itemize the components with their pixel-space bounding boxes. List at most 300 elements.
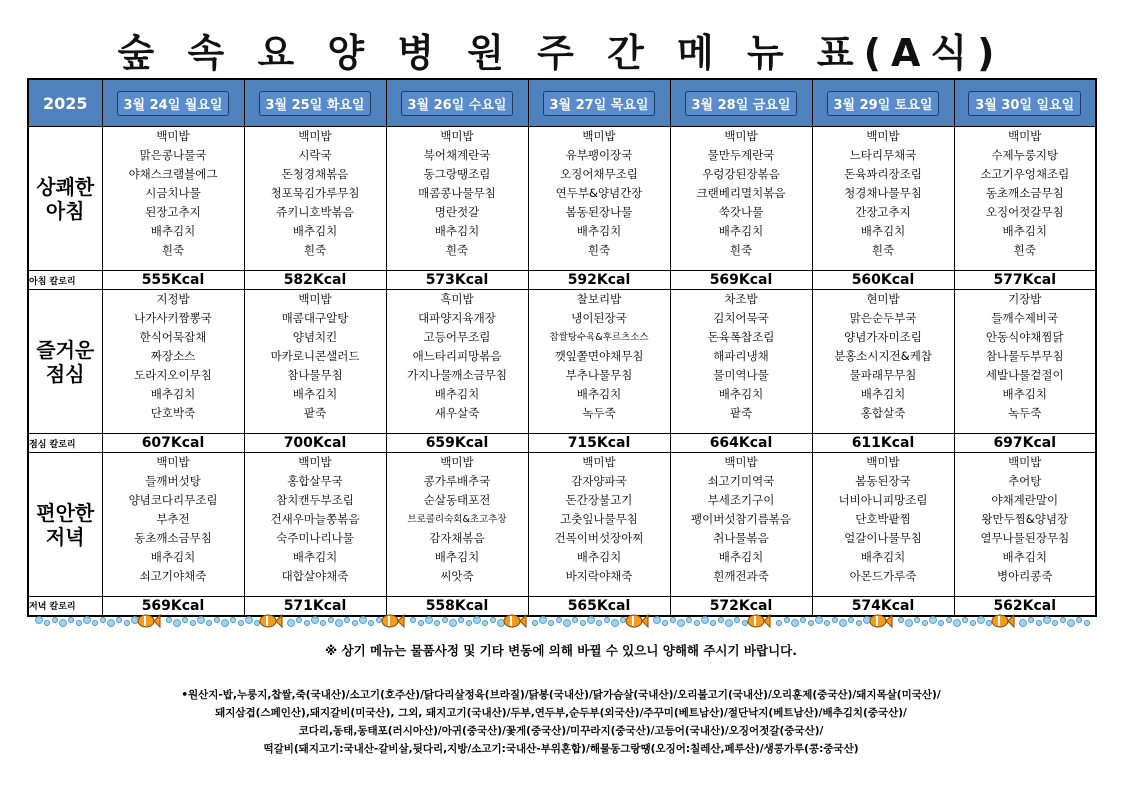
calorie-label: 아침 칼로리: [28, 271, 102, 290]
calorie-row: [28, 271, 1096, 290]
bubble-dot: [580, 620, 585, 625]
bubble-dot: [588, 617, 595, 624]
bubble-dot: [132, 617, 139, 624]
menu-cell: [244, 127, 386, 271]
bubble-dot: [792, 620, 799, 627]
menu-item: 동초깨소금무침: [985, 186, 1064, 200]
meal-label: [28, 453, 102, 597]
day-label: 3월 28일 금요일: [685, 91, 798, 116]
menu-cell: [528, 127, 670, 271]
menu-cell: [812, 453, 954, 597]
menu-item: 김치어묵국: [713, 311, 769, 325]
menu-item: 백미밥: [582, 455, 616, 469]
day-header: [812, 79, 954, 127]
bubble-dot: [718, 617, 723, 622]
menu-item: 맑은순두부국: [849, 311, 917, 325]
day-label: 3월 27일 목요일: [543, 91, 656, 116]
bubble-dot: [702, 617, 709, 624]
bubble-dot: [978, 617, 985, 624]
day-header: [670, 79, 812, 127]
page-title: 숲 속 요 양 병 원 주 간 메 뉴 표(A식): [117, 31, 1005, 75]
bubble-dot: [76, 620, 81, 625]
bubble-dot: [368, 620, 373, 625]
bubble-dot: [450, 620, 457, 627]
menu-item: 백미밥: [298, 455, 332, 469]
menu-item: 애느타리피망볶음: [412, 349, 502, 363]
bubble-dot: [328, 617, 333, 622]
menu-item: 안동식야채찜닭: [985, 330, 1064, 344]
menu-item: 들깨버섯탕: [145, 474, 201, 488]
day-label: 3월 26일 수요일: [401, 91, 514, 116]
menu-cell: [670, 453, 812, 597]
bubble-dot: [742, 620, 747, 625]
menu-item: 한식어묵잡채: [139, 330, 207, 344]
menu-item: 찰보리밥: [576, 292, 622, 306]
menu-item: 크랜베리멸치볶음: [696, 186, 786, 200]
bubble-dot: [962, 617, 967, 622]
bubble-dot: [564, 620, 571, 627]
calorie-value: 574Kcal: [812, 597, 954, 616]
menu-cell: [102, 453, 244, 597]
menu-cell: [954, 290, 1096, 434]
menu-item: 깻잎쫄면야채무침: [554, 349, 644, 363]
menu-item: 병아리콩죽: [996, 569, 1053, 583]
menu-item: 북어채계란국: [423, 148, 491, 162]
menu-item: 야채계란말이: [991, 493, 1059, 507]
menu-item: 백미밥: [724, 129, 758, 143]
menu-item: 백미밥: [156, 129, 190, 143]
bubble-decoration: [32, 610, 1092, 632]
bubble-dot: [44, 620, 49, 625]
calorie-value: 582Kcal: [244, 271, 386, 290]
calorie-value: 659Kcal: [386, 434, 528, 453]
bubble-dot: [84, 617, 91, 624]
menu-item: 배추김치: [150, 224, 196, 238]
day-header: [244, 79, 386, 127]
bubble-dot: [124, 620, 129, 625]
menu-item: 고등어무조림: [423, 330, 491, 344]
menu-item: 배추김치: [434, 387, 480, 401]
notice-text: ※ 상기 메뉴는 물품사정 및 기타 변동에 의해 바뀔 수 있으니 양해해 주시기 바랍니다.: [325, 643, 797, 658]
menu-item: 흰죽: [587, 243, 611, 257]
bubble-dot: [856, 620, 861, 625]
bubble-dot: [612, 620, 619, 627]
bubble-dot: [296, 617, 301, 622]
menu-cell: [386, 453, 528, 597]
bubble-dot: [986, 620, 991, 625]
menu-item: 도라지오이무침: [134, 368, 212, 382]
bubble-dot: [678, 620, 685, 627]
menu-item: 백미밥: [866, 455, 900, 469]
menu-item: 백미밥: [298, 129, 332, 143]
meal-row: [28, 290, 1096, 434]
menu-item: 지정밥: [156, 292, 190, 306]
menu-cell: [386, 290, 528, 434]
bubble-dot: [352, 620, 357, 625]
menu-item: 배추김치: [576, 224, 622, 238]
calorie-value: 592Kcal: [528, 271, 670, 290]
menu-item: 배추김치: [718, 550, 764, 564]
origin-line: 떡갈비(돼지고기:국내산-갈비살,뒷다리,지방/소고기:국내산-부위혼합)/해물동그랑땡(오징어:칠레산,페루산)/생콩가루(콩:중국산): [263, 743, 859, 755]
menu-item: 배추김치: [860, 224, 906, 238]
menu-cell: [102, 127, 244, 271]
day-header: [102, 79, 244, 127]
menu-item: 쇠고기미역국: [707, 474, 775, 488]
bubble-dot: [320, 620, 325, 625]
bubble-dot: [848, 617, 853, 622]
bubble-dot: [1084, 620, 1089, 625]
menu-item: 순살동태포전: [423, 493, 491, 507]
menu-item: 배추김치: [718, 387, 764, 401]
menu-item: 참나물무침: [287, 368, 343, 382]
bubble-dot: [182, 617, 187, 622]
menu-item: 유부팽이장국: [565, 148, 633, 162]
day-label: 3월 24일 월요일: [117, 91, 230, 116]
bubble-dot: [198, 617, 205, 624]
menu-item: 흰죽: [729, 243, 753, 257]
bubble-dot: [946, 617, 951, 622]
fish-icon: [382, 615, 404, 627]
menu-item: 현미밥: [866, 292, 900, 306]
menu-item: 흑미밥: [440, 292, 474, 306]
bubble-dot: [498, 620, 505, 627]
menu-item: 물미역나물: [713, 368, 769, 382]
menu-item: 배추김치: [718, 224, 764, 238]
menu-item: 물파래무무침: [849, 368, 917, 382]
bubble-dot: [710, 620, 715, 625]
bubble-dot: [596, 620, 601, 625]
menu-item: 참치캔두부조림: [276, 493, 354, 507]
bubble-dot: [442, 617, 447, 622]
menu-item: 양념코다리무조림: [128, 493, 218, 507]
bubble-dot: [474, 617, 481, 624]
calorie-value: 560Kcal: [812, 271, 954, 290]
menu-item: 아몬드가루죽: [849, 569, 917, 583]
bubble-dot: [418, 620, 423, 625]
bubble-dot: [604, 617, 609, 622]
calorie-value: 697Kcal: [954, 434, 1096, 453]
menu-cell: [812, 127, 954, 271]
bubble-dot: [304, 620, 309, 625]
menu-item: 쑥갓나물: [718, 205, 764, 219]
calorie-value: 571Kcal: [244, 597, 386, 616]
meal-label-line: 상쾌한: [36, 174, 95, 199]
menu-item: 백미밥: [440, 455, 474, 469]
fish-icon: [992, 615, 1014, 627]
bubble-dot: [344, 617, 349, 622]
menu-item: 짜장소스: [150, 349, 196, 363]
menu-item: 소고기우엉채조림: [980, 167, 1070, 181]
menu-item: 배추김치: [292, 550, 338, 564]
menu-item: 세발나물겉절이: [985, 368, 1064, 382]
menu-item: 대합살야채죽: [281, 569, 349, 583]
menu-item: 녹두죽: [582, 406, 616, 420]
menu-item: 참나물두부무침: [985, 349, 1064, 363]
bubble-dot: [1044, 617, 1051, 624]
bubble-dot: [686, 617, 691, 622]
menu-cell: [670, 127, 812, 271]
menu-item: 팥죽: [303, 406, 327, 420]
bubble-dot: [816, 617, 823, 624]
weekly-menu-table: [27, 78, 1097, 617]
calorie-value: 572Kcal: [670, 597, 812, 616]
menu-item: 감자양파국: [571, 474, 627, 488]
bubble-dot: [482, 620, 487, 625]
calorie-label: 저녁 칼로리: [28, 597, 102, 616]
bubble-dot: [376, 617, 381, 622]
bubble-dot: [336, 620, 343, 627]
origin-line: 돼지삼겹(스페인산),돼지갈비(미국산), 그외, 돼지고기(국내산)/두부,연두부,순두부(외국산)/주꾸미(베트남산)/절단낙지(베트남산)/배추김치(중국산)/: [215, 707, 907, 719]
calorie-value: 607Kcal: [102, 434, 244, 453]
menu-item: 너비아니피망조림: [838, 493, 928, 507]
year-cell: 2025: [28, 79, 102, 127]
bubble-dot: [434, 620, 439, 625]
fish-icon: [748, 615, 770, 627]
menu-item: 흰깨전과죽: [713, 569, 769, 583]
menu-cell: [244, 453, 386, 597]
menu-item: 흰죽: [871, 243, 895, 257]
menu-cell: [528, 453, 670, 597]
menu-item: 고춧잎나물무침: [560, 512, 638, 526]
bubble-dot: [1028, 617, 1033, 622]
calorie-label: 점심 칼로리: [28, 434, 102, 453]
calorie-value: 558Kcal: [386, 597, 528, 616]
menu-item: 배추김치: [1002, 387, 1047, 401]
menu-item: 백미밥: [1008, 455, 1042, 469]
menu-item: 백미밥: [866, 129, 900, 143]
bubble-dot: [532, 620, 537, 625]
menu-item: 쇠고기야채죽: [139, 569, 207, 583]
menu-item: 부추나물무침: [565, 368, 633, 382]
menu-item: 녹두죽: [1008, 406, 1042, 420]
bubble-dot: [174, 620, 181, 627]
bubble-dot: [1020, 620, 1027, 627]
meal-row: [28, 453, 1096, 597]
menu-item: 백미밥: [156, 455, 190, 469]
origin-line: •원산지-밥,누룽지,찹쌀,죽(국내산)/소고기(호주산)/닭다리살정육(브라질)/닭봉(국내산)/닭가슴살(국내산)/오리불고기(국내산)/오리훈제(중국산)/돼지목살(미국산)/: [181, 689, 941, 701]
menu-item: 새우살죽: [434, 406, 480, 420]
bubble-dot: [548, 620, 553, 625]
menu-item: 배추김치: [860, 550, 906, 564]
menu-item: 배추김치: [292, 224, 338, 238]
menu-item: 돈육꽈리장조림: [844, 167, 922, 181]
bubble-dot: [832, 617, 837, 622]
fish-icon: [504, 615, 526, 627]
bubble-dot: [466, 620, 471, 625]
bubble-dot: [190, 620, 195, 625]
menu-item: 양념치킨: [292, 330, 338, 344]
menu-item: 배추김치: [150, 550, 196, 564]
menu-item: 배추김치: [1002, 550, 1047, 564]
bubble-dot: [540, 617, 547, 624]
menu-item: 들깨수제비국: [991, 311, 1059, 325]
bubble-dot: [954, 620, 961, 627]
bubble-dot: [556, 617, 561, 622]
menu-item: 청포묵김가루무침: [270, 186, 360, 200]
calorie-value: 700Kcal: [244, 434, 386, 453]
menu-item: 왕만두찜&양념장: [981, 512, 1069, 526]
meal-label: [28, 127, 102, 271]
bubble-dot: [824, 620, 829, 625]
menu-cell: [528, 290, 670, 434]
menu-item: 마카로니콘샐러드: [270, 349, 360, 363]
bubble-dot: [230, 617, 235, 622]
menu-item: 대파양지육개장: [418, 311, 496, 325]
menu-item: 쥬키니호박볶음: [276, 205, 354, 219]
menu-item: 봄동된장국: [855, 474, 911, 488]
day-header: [386, 79, 528, 127]
meal-label: [28, 290, 102, 434]
menu-cell: [954, 453, 1096, 597]
menu-item: 백미밥: [582, 129, 616, 143]
calorie-value: 664Kcal: [670, 434, 812, 453]
menu-item: 돈육폭찹조림: [707, 330, 775, 344]
bubble-dot: [116, 617, 121, 622]
bubble-dot: [254, 620, 259, 625]
origin-line: 코다리,동태,동태포(러시아산)/아귀(중국산)/꽃게(중국산)/미꾸라지(중국산)/고등어(국내산)/오징어젓갈(중국산)/: [298, 725, 824, 737]
bubble-dot: [670, 617, 675, 622]
bubble-dot: [52, 617, 57, 622]
menu-item: 나가사키짬뽕국: [134, 311, 212, 325]
menu-item: 홍합살무국: [287, 474, 343, 488]
bubble-dot: [312, 617, 319, 624]
menu-item: 백미밥: [1008, 129, 1042, 143]
bubble-dot: [92, 620, 97, 625]
bubble-dot: [620, 617, 625, 622]
menu-item: 수제누룽지탕: [991, 148, 1059, 162]
bubble-fish-border: [32, 610, 1092, 632]
menu-item: 열무나물된장무침: [980, 531, 1070, 545]
menu-item: 냉이된장국: [571, 311, 627, 325]
bubble-dot: [1036, 620, 1041, 625]
bubble-dot: [206, 620, 211, 625]
bubble-dot: [1076, 617, 1081, 622]
menu-item: 물만두계란국: [707, 148, 775, 162]
menu-item: 시금치나물: [145, 186, 201, 200]
menu-item: 배추김치: [576, 387, 622, 401]
menu-item: 차조밥: [724, 292, 758, 306]
menu-item: 느타리무채국: [849, 148, 917, 162]
menu-item: 추어탕: [1008, 474, 1042, 488]
menu-item: 흰죽: [303, 243, 327, 257]
menu-item: 얼갈이나물무침: [844, 531, 922, 545]
fish-icon: [626, 615, 648, 627]
day-label: 3월 29일 토요일: [827, 91, 940, 116]
menu-item: 백미밥: [298, 292, 332, 306]
calorie-value: 565Kcal: [528, 597, 670, 616]
bubble-dot: [166, 617, 171, 622]
calorie-value: 569Kcal: [102, 597, 244, 616]
bubble-dot: [776, 620, 781, 625]
calorie-value: 555Kcal: [102, 271, 244, 290]
menu-item: 배추김치: [292, 387, 338, 401]
menu-item: 연두부&양념간장: [555, 186, 643, 200]
menu-item: 돈청경채볶음: [281, 167, 349, 181]
menu-item: 배추김치: [576, 550, 622, 564]
bubble-dot: [654, 617, 661, 624]
bubble-dot: [840, 620, 847, 627]
menu-item: 맑은콩나물국: [139, 148, 207, 162]
bubble-dot: [1068, 620, 1075, 627]
menu-item: 배추김치: [150, 387, 196, 401]
meal-label-line: 즐거운: [36, 337, 95, 362]
calorie-value: 562Kcal: [954, 597, 1096, 616]
menu-item: 홍합살죽: [860, 406, 906, 420]
bubble-dot: [808, 620, 813, 625]
bubble-dot: [922, 620, 927, 625]
bubble-dot: [694, 620, 699, 625]
menu-item: 씨앗죽: [440, 569, 474, 583]
bubble-dot: [864, 617, 871, 624]
meal-row: [28, 127, 1096, 271]
menu-item: 숙주미나리나물: [276, 531, 354, 545]
day-header: [954, 79, 1096, 127]
bubble-dot: [662, 620, 667, 625]
bubble-dot: [726, 620, 733, 627]
menu-item: 부추전: [156, 512, 190, 526]
menu-cell: [244, 290, 386, 434]
calorie-value: 573Kcal: [386, 271, 528, 290]
menu-item: 부세조기구이: [707, 493, 775, 507]
menu-item: 야채스크램블에그: [128, 167, 218, 181]
bubble-dot: [60, 620, 67, 627]
menu-item: 된장고추지: [145, 205, 201, 219]
menu-item: 명란젓갈: [434, 205, 480, 219]
menu-item: 흰죽: [161, 243, 185, 257]
menu-item: 간장고추지: [855, 205, 911, 219]
menu-item: 가지나물깨소금무침: [407, 368, 507, 382]
menu-item: 단호박죽: [150, 406, 196, 420]
bubble-dot: [222, 620, 229, 627]
bubble-dot: [36, 617, 43, 624]
calorie-value: 715Kcal: [528, 434, 670, 453]
bubble-dot: [360, 617, 367, 624]
menu-item: 배추김치: [434, 550, 480, 564]
bubble-dot: [288, 620, 295, 627]
bubble-dot: [214, 617, 219, 622]
calorie-value: 611Kcal: [812, 434, 954, 453]
menu-item: 시락국: [298, 148, 332, 162]
day-header: [528, 79, 670, 127]
bubble-dot: [1052, 620, 1057, 625]
bubble-dot: [784, 617, 789, 622]
menu-item: 흰죽: [1013, 243, 1036, 257]
menu-item: 청경채나물무침: [844, 186, 922, 200]
bubble-dot: [490, 617, 495, 622]
bubble-dot: [938, 620, 943, 625]
fish-icon: [260, 615, 282, 627]
bubble-dot: [572, 617, 577, 622]
menu-item: 봄동된장나물: [565, 205, 633, 219]
menu-item: 돈간장불고기: [565, 493, 633, 507]
menu-item: 단호박팥찜: [855, 512, 911, 526]
menu-item: 콩가루배추국: [423, 474, 491, 488]
calorie-value: 577Kcal: [954, 271, 1096, 290]
fish-icon: [870, 615, 892, 627]
menu-item: 찹쌀탕수육&후르츠소스: [549, 332, 649, 343]
day-label: 3월 25일 화요일: [259, 91, 372, 116]
bubble-dot: [426, 617, 433, 624]
meal-label-line: 편안한: [36, 500, 95, 525]
menu-item: 건새우마늘쫑볶음: [270, 512, 360, 526]
bubble-dot: [734, 617, 739, 622]
calorie-row: [28, 434, 1096, 453]
bubble-dot: [970, 620, 975, 625]
menu-item: 동그랑땡조림: [423, 167, 491, 181]
menu-cell: [670, 290, 812, 434]
bubble-dot: [906, 620, 913, 627]
meal-label-line: 아침: [45, 198, 85, 223]
